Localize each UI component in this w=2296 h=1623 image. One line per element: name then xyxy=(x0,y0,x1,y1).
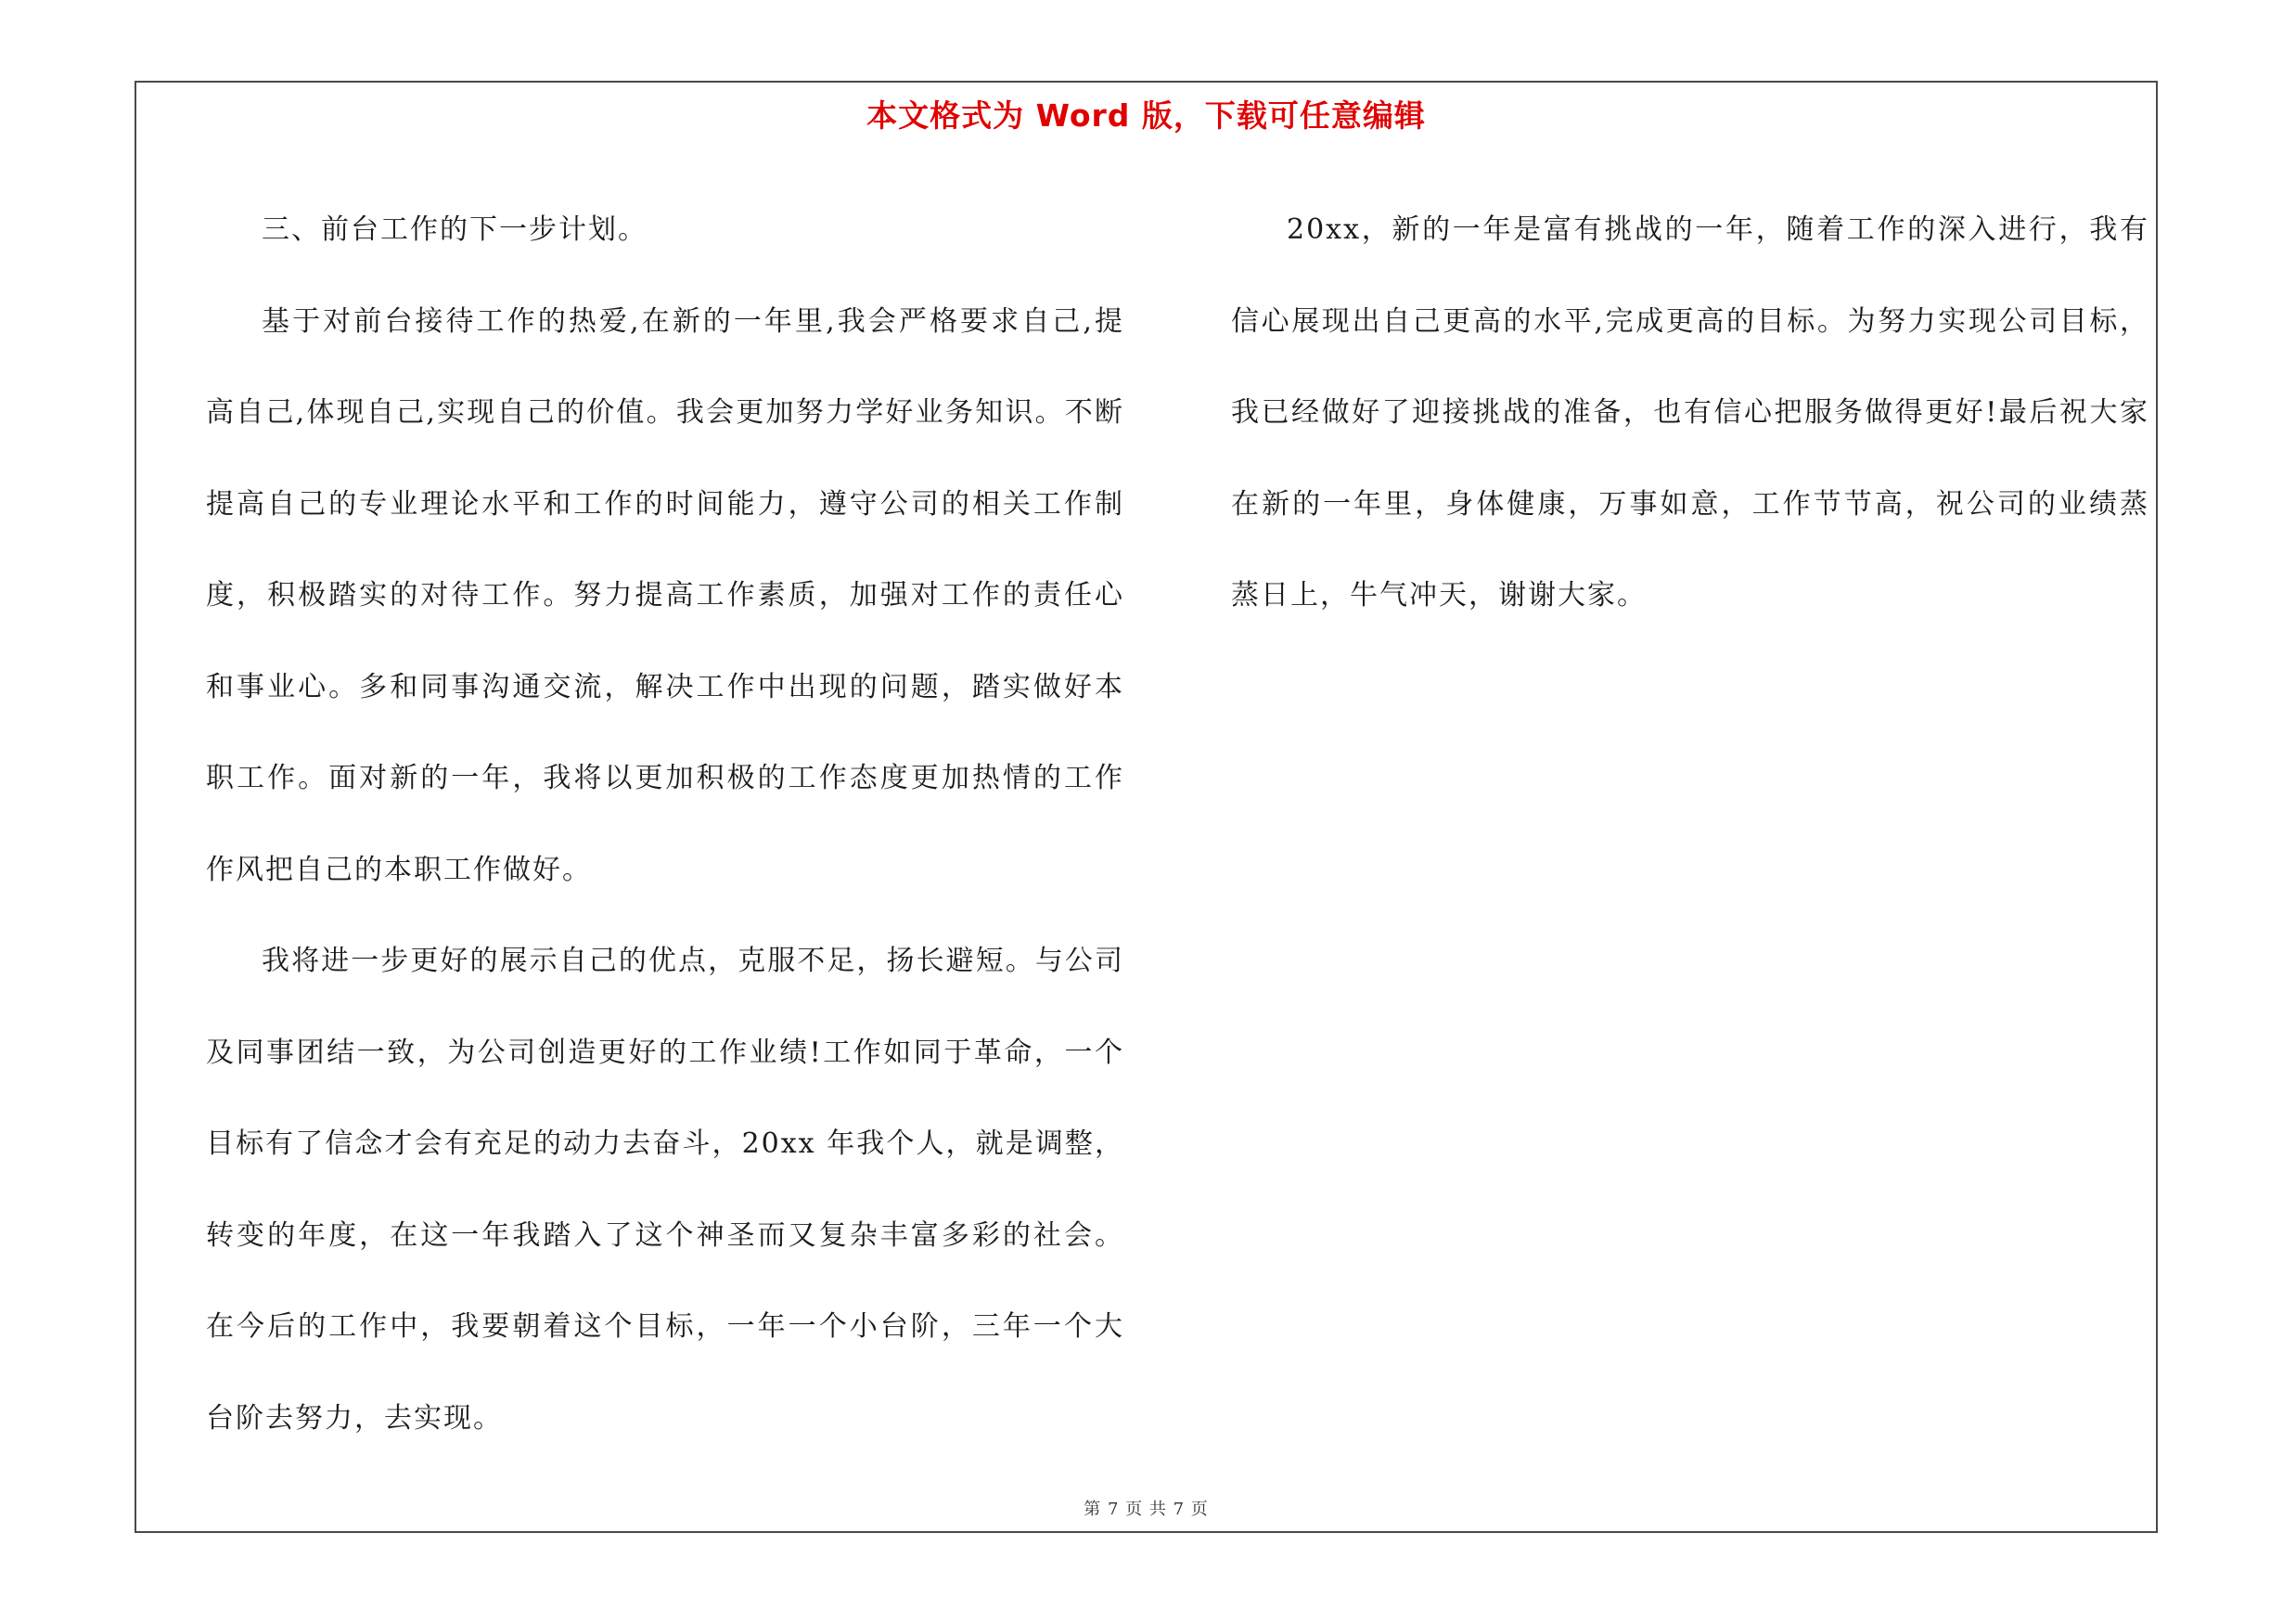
paragraph: 20xx，新的一年是富有挑战的一年，随着工作的深入进行，我有信心展现出自己更高的水平,完成更高的目标。为努力实现公司目标，我已经做好了迎接挑战的准备，也有信心把服务做得更好!最后祝大家在新的一年里，身体健康，万事如意，工作节节高，祝公司的业绩蒸蒸日上，牛气冲天，谢谢大家。 xyxy=(1231,213,2149,612)
document-page xyxy=(135,81,2158,1533)
paragraph: 我将进一步更好的展示自己的优点，克服不足，扬长避短。与公司及同事团结一致，为公司创造更好的工作业绩!工作如同于革命，一个目标有了信念才会有充足的动力去奋斗，20xx 年我个人，就是调整，转变的年度，在这一年我踏入了这个神圣而又复杂丰富多彩的社会。在今后的工作中，我要朝着这个目标，一年一个小台阶，三年一个大台阶去努力，去实现。 xyxy=(206,945,1124,1435)
paragraph: 三、前台工作的下一步计划。 xyxy=(262,213,648,246)
page-number-footer: 第 7 页 共 7 页 xyxy=(1084,1500,1209,1519)
left-text-column xyxy=(206,185,1124,1464)
right-text-column xyxy=(1231,185,2149,642)
format-notice-banner: 本文格式为 Word 版，下载可任意编辑 xyxy=(866,97,1426,134)
paragraph: 基于对前台接待工作的热爱,在新的一年里,我会严格要求自己,提高自己,体现自己,实现自己的价值。我会更加努力学好业务知识。不断提高自己的专业理论水平和工作的时间能力，遵守公司的相关工作制度，积极踏实的对待工作。努力提高工作素质，加强对工作的责任心和事业心。多和同事沟通交流，解决工作中出现的问题，踏实做好本职工作。面对新的一年，我将以更加积极的工作态度更加热情的工作作风把自己的本职工作做好。 xyxy=(206,304,1124,886)
